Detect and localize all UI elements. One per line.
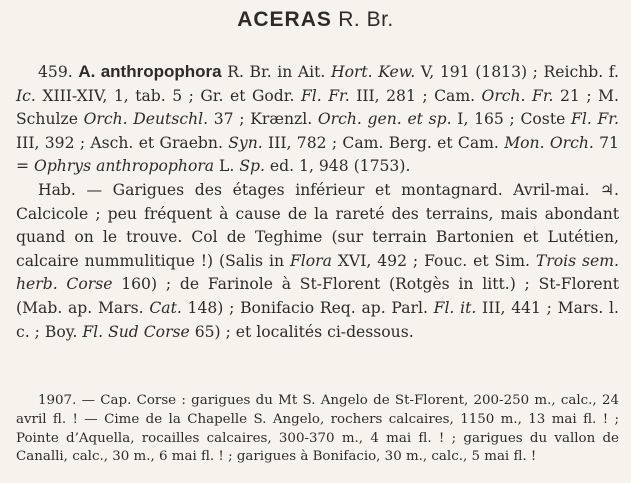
entry-text: 71 = bbox=[16, 133, 619, 176]
collection-note: 1907. — Cap. Corse : garigues du Mt S. Angelo de St-Florent, 200-250 m., calc., 24 avril fl. ! — Cime de la Chapelle S. Angelo, rochers calcaires, 1150 m., 13 mai fl. ! ; Pointe d’Aquella, rocailles calcaires, 300-370 m., 4 mai fl. ! ; garigues du vallon de Canalli, calc., 30 m., 6 mai fl. ! ; garigues à Bonifacio, 30 m., calc., 5 mai fl. ! bbox=[16, 393, 619, 465]
habitat-text: 148) ; Bonifacio Req. ap. Parl. bbox=[181, 298, 434, 317]
habitat-text: 160) ; de Farinole à St-Florent (Rotgès in litt.) ; St-Florent (Mab. ap. Mars. bbox=[16, 275, 619, 317]
genus-heading bbox=[0, 8, 631, 32]
entry-number: 459. bbox=[38, 63, 73, 81]
habitat-text: Hab. — Garigues des étages inférieur et montagnard. Avril-mai. ♃. Calcicole ; peu fréquent à cause de la rareté des terrains, mais abondant quand on le trouve. Col de Teghime (sur terrain Bartonien et Lutétien, calcaire nummulitique !) (Salis in bbox=[16, 180, 619, 270]
entry-text: ed. 1, 948 (1753). bbox=[264, 157, 411, 176]
habitat-paragraph bbox=[16, 179, 619, 344]
entry-text: R. Br. in Ait. bbox=[221, 63, 331, 81]
entry-text: 37 ; Krænzl. bbox=[208, 110, 318, 129]
habitat-citation: Fl. Sud Corse bbox=[82, 322, 190, 341]
entry-citation: Ic. bbox=[16, 86, 36, 105]
entry-text: I, 165 ; Coste bbox=[451, 110, 572, 129]
entry-citation: Syn. bbox=[228, 133, 263, 152]
species-entry bbox=[16, 60, 619, 344]
entry-synonym: Ophrys anthropophora bbox=[34, 157, 215, 176]
entry-text: L. bbox=[214, 157, 240, 176]
habitat-citation: Flora bbox=[289, 251, 332, 270]
genus-author: R. Br. bbox=[338, 8, 394, 31]
entry-citation: Orch. gen. et sp. bbox=[317, 110, 452, 129]
entry-text: 21 ; M. Schulze bbox=[16, 86, 619, 129]
entry-citation: Fl. Fr. bbox=[571, 110, 619, 129]
habitat-text: XVI, 492 ; Fouc. et Sim. bbox=[331, 251, 536, 270]
entry-text: XIII-XIV, 1, tab. 5 ; Gr. et Godr. bbox=[35, 86, 301, 105]
habitat-text: 65) ; et localités ci-dessous. bbox=[189, 322, 414, 341]
entry-citation: Sp. bbox=[239, 157, 265, 176]
entry-citation: Mon. Orch. bbox=[504, 133, 594, 152]
habitat-text: III, 441 ; Mars. l. c. ; Boy. bbox=[16, 298, 619, 341]
entry-text: V, 191 (1813) ; Reichb. f. bbox=[415, 63, 619, 81]
species-name: A. anthropophora bbox=[78, 62, 222, 81]
genus-name: ACERAS bbox=[237, 8, 332, 31]
synonymy-paragraph bbox=[16, 60, 619, 179]
habitat-citation: Trois sem. herb. Corse bbox=[16, 251, 620, 294]
habitat-citation: Cat. bbox=[149, 298, 182, 317]
entry-citation: Orch. Deutschl. bbox=[83, 110, 209, 129]
entry-citation: Hort. Kew. bbox=[330, 63, 416, 81]
entry-text: III, 281 ; Cam. bbox=[349, 86, 482, 105]
entry-text: III, 782 ; Cam. Berg. et Cam. bbox=[262, 133, 505, 152]
entry-citation: Fl. Fr. bbox=[300, 86, 350, 105]
entry-text: III, 392 ; Asch. et Graebn. bbox=[16, 133, 229, 152]
entry-citation: Orch. Fr. bbox=[481, 86, 554, 105]
habitat-citation: Fl. it. bbox=[433, 298, 477, 317]
